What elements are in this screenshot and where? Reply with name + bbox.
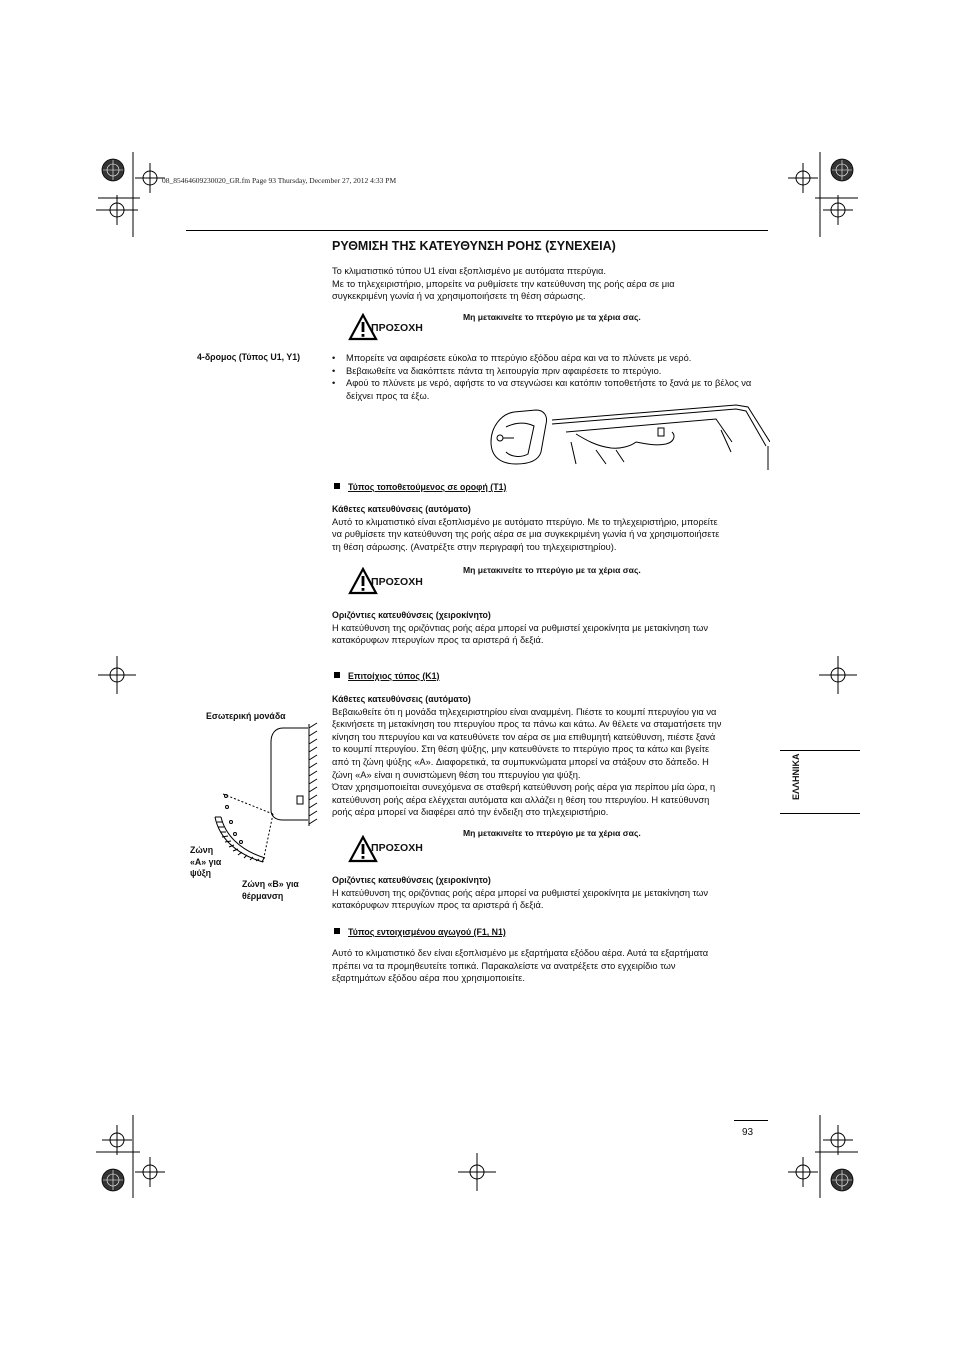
- text-line: να ρυθμίσετε την κατεύθυνση της ροής αέρα σε μια συγκεκριμένη γωνία ή να χρησιμοποιήσετε: [332, 529, 720, 540]
- page-title: ΡΥΘΜΙΣΗ ΤΗΣ ΚΑΤΕΥΘΥΝΣΗ ΡΟΗΣ (ΣΥΝΕΧΕΙΑ): [332, 239, 616, 253]
- t1-heading: [334, 482, 506, 492]
- text-line: Η κατεύθυνση της οριζόντιας ροής αέρα μπορεί να ρυθμιστεί χειροκίνητα με μετακίνηση των: [332, 622, 709, 633]
- caution-label: ΠΡΟΣΟΧΗ: [371, 322, 423, 334]
- zone-b-line: θέρμανση: [242, 890, 284, 901]
- k1-vertical-title: Κάθετες κατευθύνσεις (αυτόματο): [332, 694, 471, 704]
- caution-text: Μη μετακινείτε το πτερύγιο με τα χέρια σας.: [463, 565, 641, 575]
- caution-text: Μη μετακινείτε το πτερύγιο με τα χέρια σας.: [463, 312, 641, 322]
- page-number: 93: [742, 1127, 754, 1138]
- k1-horizontal-title: Οριζόντιες κατευθύνσεις (χειροκίνητο): [332, 875, 491, 885]
- zone-b-label: [242, 879, 299, 902]
- caution-text: Μη μετακινείτε το πτερύγιο με τα χέρια σας.: [463, 828, 641, 838]
- text-line: ζώνη «A» είναι η συνιστώμενη θέση του πτερυγίου για ψύξη.: [332, 769, 581, 780]
- language-tab-label: ΕΛΛΗΝΙΚΑ: [791, 753, 801, 800]
- text-line: κατεύθυνση ροής αέρα ελέγχεται αυτόματα και αλλάζει η θέση του πτερυγίου. Η κατεύθυνση: [332, 794, 710, 805]
- intro-line: Το κλιματιστικό τύπου U1 είναι εξοπλισμένο με αυτόματα πτερύγια.: [332, 266, 606, 276]
- file-info: 08_85464609230020_GR.fm Page 93 Thursday, December 27, 2012 4:33 PM: [162, 176, 397, 185]
- text-line: Αυτό το κλιματιστικό είναι εξοπλισμένο με αυτόματο πτερύγιο. Με το τηλεχειριστήριο, μπορείτε: [332, 516, 718, 527]
- square-bullet-icon: [334, 483, 340, 489]
- footer-rule: [734, 1120, 768, 1121]
- t1-horizontal: [332, 609, 772, 647]
- zone-b-line: Ζώνη «B» για: [242, 879, 299, 889]
- louver-removal-illustration: [486, 402, 770, 472]
- t1-horizontal-title: Οριζόντιες κατευθύνσεις (χειροκίνητο): [332, 610, 491, 620]
- text-line: Βεβαιωθείτε ότι η μονάδα τηλεχειριστηρίου είναι αναμμένη. Πιέστε το κουμπί πτερυγίου για να: [332, 706, 717, 717]
- caution-label: ΠΡΟΣΟΧΗ: [371, 842, 423, 854]
- text-line: Αυτό το κλιματιστικό δεν είναι εξοπλισμένο με εξαρτήματα εξόδου αέρα. Αυτά τα εξαρτήματα: [332, 948, 709, 958]
- list-item: • Μπορείτε να αφαιρέσετε εύκολα το πτερύγιο εξόδου αέρα και να το πλύνετε με νερό.: [332, 352, 762, 365]
- zone-a-label: [190, 845, 221, 880]
- t1-vertical-title: Κάθετες κατευθύνσεις (αυτόματο): [332, 504, 471, 514]
- text-line: πρέπει να τα προμηθευτείτε τοπικά. Παρακαλείστε να ανατρέξετε στο εγχειρίδιο των: [332, 960, 676, 971]
- zone-a-line: ψύξη: [190, 868, 212, 878]
- header-rule: [186, 230, 768, 231]
- intro-text: [332, 265, 762, 303]
- wall-unit-diagram: [205, 722, 325, 872]
- text-line: εξαρτημάτων εξόδου αέρα που χρησιμοποιείτε.: [332, 973, 525, 984]
- square-bullet-icon: [334, 928, 340, 934]
- zone-a-line: Ζώνη: [190, 845, 214, 855]
- k1-horizontal: [332, 874, 772, 912]
- caution-label: ΠΡΟΣΟΧΗ: [371, 576, 423, 588]
- text-line: κατακόρυφων πτερυγίων προς τα αριστερά ή δεξιά.: [332, 635, 544, 646]
- t1-heading-text: Τύπος τοποθετούμενος σε οροφή (T1): [348, 482, 507, 492]
- intro-line: συγκεκριμένη γωνία ή να χρησιμοποιήσετε τη θέση σάρωσης.: [332, 291, 586, 302]
- text-line: κατακόρυφων πτερυγίων προς τα αριστερά ή δεξιά.: [332, 900, 544, 911]
- list-item: • Αφού το πλύνετε με νερό, αφήστε το να στεγνώσει και κατόπιν τοποθετήστε το ξανά με το βέλος να δείχνει προς τα έξω.: [332, 377, 762, 402]
- text-line: ξεκινήσετε τη μετακίνηση του πτερυγίου προς τα πάνω και κάτω. Αν θέλετε να σταματήσετε την: [332, 719, 722, 730]
- text-line: το κουμπί πτερυγίου. Στη θέση ψύξης, μην κατευθύνετε το πτερύγιο προς τα κάτω και βγείτε: [332, 744, 710, 755]
- k1-heading-text: Επιτοίχιος τύπος (K1): [348, 671, 440, 681]
- text-line: κίνηση του πτερυγίου και να κατευθύνετε τον αέρα σε μια επιθυμητή κατεύθυνση, πιέστε ξανά: [332, 731, 716, 742]
- square-bullet-icon: [334, 672, 340, 678]
- u1-side-label: 4-δρομος (Τύπος U1, Y1): [197, 352, 301, 362]
- f1-text: [332, 947, 772, 985]
- u1-bullets: [332, 352, 762, 402]
- text-line: Η κατεύθυνση της οριζόντιας ροής αέρα μπορεί να ρυθμιστεί χειροκίνητα με μετακίνηση των: [332, 887, 709, 898]
- f1-heading: [334, 927, 506, 937]
- text-line: από τη ζώνη ψύξης «A». Διαφορετικά, τα συμπυκνώματα μπορεί να στάξουν στο δάπεδο. Η: [332, 756, 709, 767]
- zone-a-line: «A» για: [190, 856, 222, 867]
- indoor-unit-label: Εσωτερική μονάδα: [206, 711, 286, 721]
- text-line: Όταν χρησιμοποιείται συνεχόμενα σε σταθερή κατεύθυνση ροής αέρα για περίπου μία ώρα, η: [332, 782, 716, 793]
- text-line: ροής αέρα μπορεί να διαφέρει από την ένδειξη στο τηλεχειριστήριο.: [332, 807, 609, 818]
- f1-heading-text: Τύπος εντοιχισμένου αγωγού (F1, N1): [348, 927, 506, 937]
- intro-line: Με το τηλεχειριστήριο, μπορείτε να ρυθμίσετε την κατεύθυνση της ροής αέρα σε μια: [332, 278, 675, 289]
- k1-heading: [334, 671, 439, 681]
- k1-vertical: [332, 693, 772, 819]
- list-item: • Βεβαιωθείτε να διακόπτετε πάντα τη λειτουργία πριν αφαιρέσετε το πτερύγιο.: [332, 365, 762, 378]
- text-line: τη θέση σάρωσης. (Ανατρέξτε στην περιγραφή του τηλεχειριστηρίου).: [332, 541, 617, 552]
- t1-vertical: [332, 503, 772, 553]
